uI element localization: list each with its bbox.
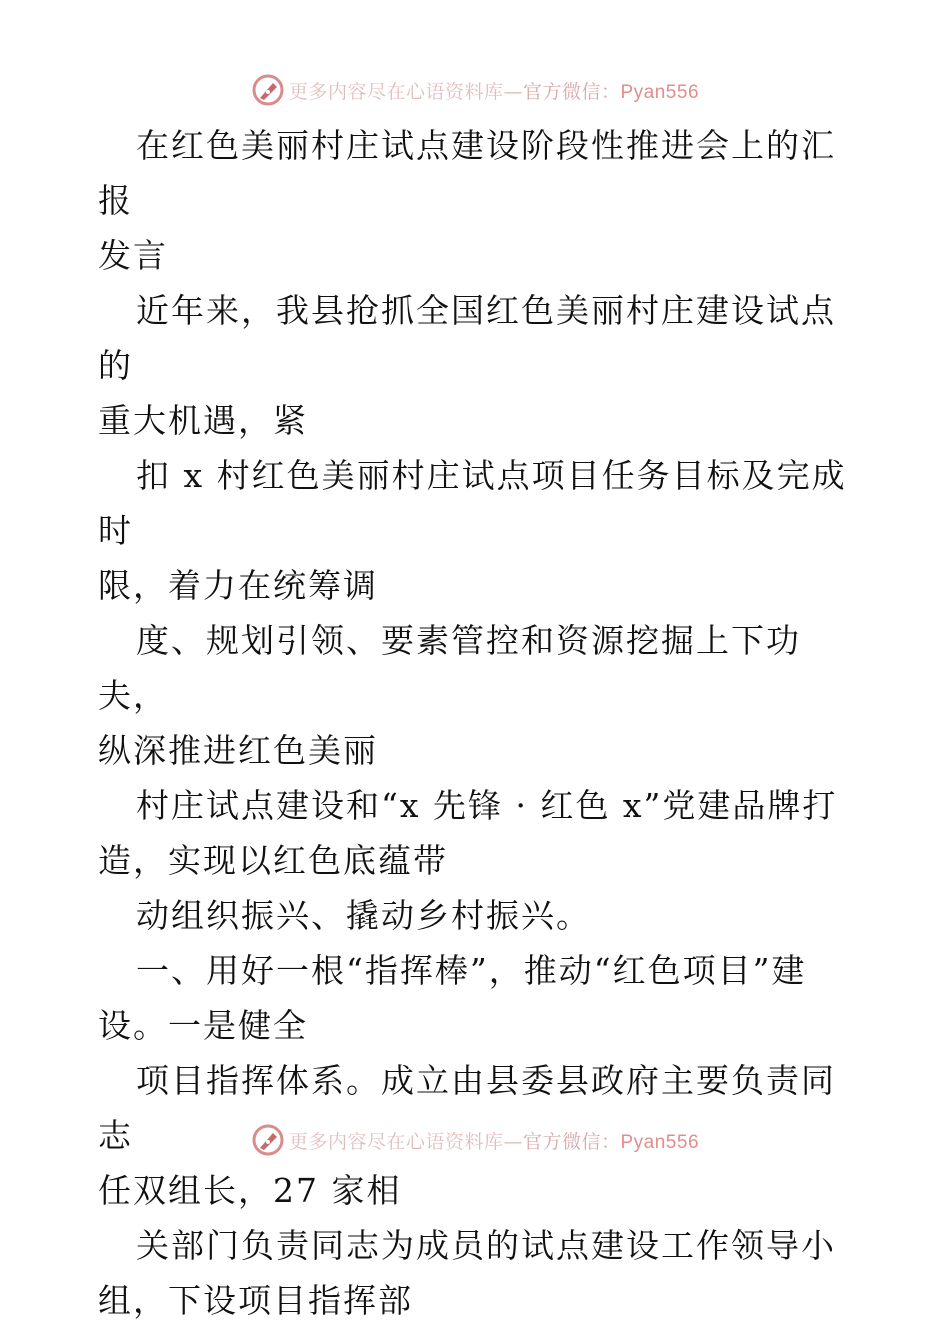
- paragraph: [98, 888, 858, 943]
- footer-watermark: [0, 1120, 950, 1160]
- paragraph: [98, 613, 858, 778]
- paragraph: [98, 118, 858, 283]
- pen-nib-circle-icon: [251, 1123, 285, 1157]
- text-line: 发言: [98, 236, 168, 275]
- text-line: 在红色美丽村庄试点建设阶段性推进会上的汇报: [98, 126, 836, 220]
- text-line: 任双组长，27 家相: [98, 1171, 402, 1210]
- text-line: 关部门负责同志为成员的试点建设工作领导小: [136, 1226, 836, 1265]
- text-line: 组，下设项目指挥部: [98, 1281, 413, 1320]
- header-watermark: [0, 70, 950, 110]
- text-line: 动组织振兴、撬动乡村振兴。: [136, 896, 591, 935]
- text-line: 重大机遇，紧: [98, 401, 308, 440]
- text-line: 一、用好一根“指挥棒”，推动“红色项目”建: [136, 951, 807, 990]
- paragraph: [98, 778, 858, 888]
- watermark-text: 更多内容尽在心语资料库—官方微信：Pyan556: [288, 1130, 700, 1153]
- paragraph: [98, 1218, 858, 1328]
- text-line: 村庄试点建设和“x 先锋 · 红色 x”党建品牌打: [136, 786, 838, 825]
- text-line: 纵深推进红色美丽: [98, 731, 378, 770]
- text-line: 造，实现以红色底蕴带: [98, 841, 448, 880]
- text-line: 项目指挥体系。成立由县委县政府主要负责同志: [98, 1061, 836, 1155]
- paragraph: [98, 283, 858, 448]
- text-line: 设。一是健全: [98, 1006, 308, 1045]
- paragraph: [98, 943, 858, 1053]
- text-line: 度、规划引领、要素管控和资源挖掘上下功夫，: [98, 621, 801, 715]
- text-line: 扣 x 村红色美丽村庄试点项目任务目标及完成时: [98, 456, 847, 550]
- pen-nib-circle-icon: [251, 73, 285, 107]
- text-line: 近年来，我县抢抓全国红色美丽村庄建设试点的: [98, 291, 836, 385]
- watermark-text: 更多内容尽在心语资料库—官方微信：Pyan556: [288, 80, 700, 103]
- paragraph: [98, 448, 858, 613]
- text-line: 限，着力在统筹调: [98, 566, 378, 605]
